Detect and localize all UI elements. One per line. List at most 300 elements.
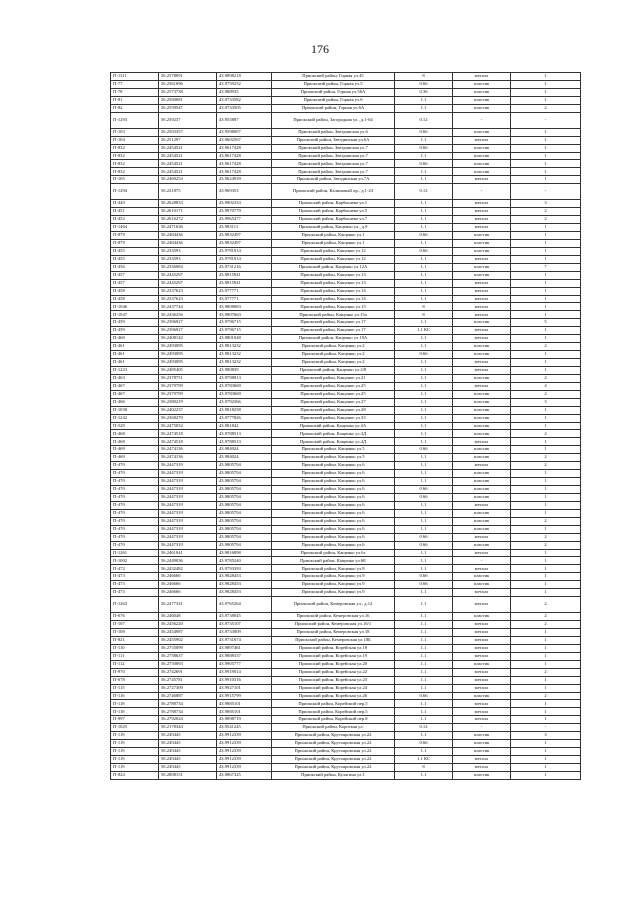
site-id-cell: П-461 <box>111 351 159 359</box>
address-cell: Приокский район, Звездинская ул.6А <box>272 136 395 144</box>
material-cell: металл <box>453 136 511 144</box>
volume-cell: 1.1 <box>395 208 453 216</box>
latitude-cell: 56.2503357 <box>159 128 217 136</box>
address-cell: Приокский район, Корейская ул.18 <box>272 644 395 652</box>
volume-cell: 1.1 <box>395 430 453 438</box>
address-cell: Приокский район, Кемеровская ул.16/1 <box>272 621 395 629</box>
latitude-cell: 56.2456220 <box>159 621 217 629</box>
site-id-cell: П-461 <box>111 359 159 367</box>
longitude-cell: 43.9798813 <box>217 374 272 382</box>
table-row <box>111 303 581 311</box>
longitude-cell: 43.9816898 <box>217 549 272 557</box>
address-cell: Приокский район, Кащенко ул.2 <box>272 343 395 351</box>
longitude-cell: 43.9910316 <box>217 676 272 684</box>
volume-cell: 1.1 <box>395 343 453 351</box>
address-cell: Приокский район, Кулагина ул.1 <box>272 771 395 779</box>
address-cell: Приокский район, Кащенко ул.12 <box>272 247 395 255</box>
table-row <box>111 104 581 112</box>
address-cell: Приокский район, Горная ул.5 <box>272 80 395 88</box>
volume-cell: 1.1 <box>395 708 453 716</box>
longitude-cell: 43.9805794 <box>217 486 272 494</box>
address-cell: Приокский район, Кащенко ул.4А <box>272 422 395 430</box>
site-id-cell: П-456 <box>111 263 159 271</box>
material-cell: металл <box>453 335 511 343</box>
volume-cell: 0.12 <box>395 184 453 200</box>
material-cell: металл <box>453 684 511 692</box>
count-cell: 1 <box>511 756 581 764</box>
latitude-cell: 56.2628833 <box>159 200 217 208</box>
count-cell: 1 <box>511 573 581 581</box>
address-cell: Приокский район, Карбышева ул.7 <box>272 216 395 224</box>
table-row <box>111 374 581 382</box>
longitude-cell: 43.983111 <box>217 224 272 232</box>
address-cell: Приокский район, Кащенко ул.6 <box>272 470 395 478</box>
volume-cell: 1.1 <box>395 295 453 303</box>
material-cell: металл <box>453 462 511 470</box>
material-cell: металл <box>453 629 511 637</box>
latitude-cell: 56.2437744 <box>159 303 217 311</box>
table-row <box>111 763 581 771</box>
count-cell: 1 <box>511 636 581 644</box>
site-id-cell: П-451 <box>111 208 159 216</box>
volume-cell: 1.1 <box>395 517 453 525</box>
longitude-cell: 43.9912339 <box>217 756 272 764</box>
latitude-cell: 56.2380219 <box>159 398 217 406</box>
address-cell: Приокский район, Кащенко ул.6 <box>272 478 395 486</box>
latitude-cell: 56.2471636 <box>159 224 217 232</box>
site-id-cell: П-116 <box>111 692 159 700</box>
site-id-cell: П-459 <box>111 319 159 327</box>
table-body <box>111 73 581 780</box>
longitude-cell: 43.9815941 <box>217 279 272 287</box>
address-cell: Приокский район, Кащенко ул.13 <box>272 271 395 279</box>
longitude-cell: 43.9828453 <box>217 589 272 597</box>
table-row <box>111 644 581 652</box>
table-row <box>111 652 581 660</box>
longitude-cell: 43.9617428 <box>217 160 272 168</box>
latitude-cell: 56.246666 <box>159 573 217 581</box>
longitude-cell: 43.969353 <box>217 184 272 200</box>
volume-cell: 1.1 <box>395 136 453 144</box>
table-row <box>111 208 581 216</box>
material-cell: пластик <box>453 470 511 478</box>
material-cell: металл <box>453 549 511 557</box>
longitude-cell: 43.9912339 <box>217 740 272 748</box>
longitude-cell: 43.955887 <box>217 112 272 128</box>
volume-cell: 1.1 <box>395 597 453 613</box>
address-cell: Приокский район, Звездинская ул.7 <box>272 152 395 160</box>
material-cell: - <box>453 557 511 565</box>
volume-cell: 0.66 <box>395 533 453 541</box>
material-cell: металл <box>453 73 511 81</box>
site-id-cell: П-473 <box>111 589 159 597</box>
table-row <box>111 668 581 676</box>
address-cell: Приокский район, Звездинская ул.7А <box>272 176 395 184</box>
volume-cell: 0.66 <box>395 486 453 494</box>
longitude-cell: 43.9912339 <box>217 732 272 740</box>
address-cell: Приокский район, Корейский пер.8 <box>272 716 395 724</box>
longitude-cell: 43.9885101 <box>217 700 272 708</box>
latitude-cell: 56.2474136 <box>159 446 217 454</box>
count-cell: - <box>511 724 581 732</box>
longitude-cell: 43.9815941 <box>217 271 272 279</box>
material-cell: пластик <box>453 748 511 756</box>
count-cell: 1 <box>511 271 581 279</box>
site-id-cell: П-463 <box>111 374 159 382</box>
longitude-cell: 43.9808083 <box>217 303 272 311</box>
longitude-cell: 43.9902333 <box>217 200 272 208</box>
longitude-cell: 43.9765264 <box>217 597 272 613</box>
site-id-cell: П-1223 <box>111 366 159 374</box>
latitude-cell: 56.2578091 <box>159 73 217 81</box>
latitude-cell: 56.2445297 <box>159 271 217 279</box>
material-cell: металл <box>453 597 511 613</box>
count-cell: 1 <box>511 406 581 414</box>
table-row <box>111 470 581 478</box>
material-cell: пластик <box>453 390 511 398</box>
table-row <box>111 501 581 509</box>
address-cell: Приокский район, Кащенко ул.9 <box>272 581 395 589</box>
address-cell: Приокский район, Горная ул.6 <box>272 96 395 104</box>
address-cell: Приокский район, Кащенко ул.6г <box>272 549 395 557</box>
address-cell: Приокский район, Корейская ул.19 <box>272 652 395 660</box>
count-cell: 2 <box>511 104 581 112</box>
site-id-cell: П-78 <box>111 88 159 96</box>
volume-cell: 1.1 <box>395 168 453 176</box>
volume-cell: 0.66 <box>395 541 453 549</box>
latitude-cell: 56.246666 <box>159 589 217 597</box>
table-row <box>111 327 581 335</box>
latitude-cell: 56.2178344 <box>159 724 217 732</box>
longitude-cell: 43.9738045 <box>217 613 272 621</box>
count-cell: 1 <box>511 176 581 184</box>
material-cell: металл <box>453 366 511 374</box>
address-cell: Приокский район, Корейская ул.20 <box>272 660 395 668</box>
address-cell: Приокский район, Кащенко ул.6 <box>272 509 395 517</box>
site-id-cell: П-461 <box>111 343 159 351</box>
count-cell: 1 <box>511 644 581 652</box>
address-cell: Приокский район, Карбышева ул.1 <box>272 200 395 208</box>
longitude-cell: 43.9801048 <box>217 335 272 343</box>
latitude-cell: 56.2447319 <box>159 470 217 478</box>
longitude-cell: 43.980839 <box>217 366 272 374</box>
count-cell: 5 <box>511 319 581 327</box>
address-cell: Приокский район, Кащенко ул.14 <box>272 287 395 295</box>
table-row <box>111 565 581 573</box>
address-cell: Приокский район, Кащенко ул.28 <box>272 406 395 414</box>
latitude-cell: 56.249445 <box>159 756 217 764</box>
longitude-cell: 43.9905777 <box>217 660 272 668</box>
count-cell: 1 <box>511 366 581 374</box>
table-row <box>111 756 581 764</box>
site-id-cell: П-119 <box>111 732 159 740</box>
count-cell: 2 <box>511 692 581 700</box>
latitude-cell: 56.249445 <box>159 732 217 740</box>
material-cell: пластик <box>453 517 511 525</box>
material-cell: металл <box>453 359 511 367</box>
site-id-cell: П-105 <box>111 176 159 184</box>
site-id-cell: П-104 <box>111 136 159 144</box>
material-cell: металл <box>453 644 511 652</box>
count-cell: 1 <box>511 708 581 716</box>
latitude-cell: 56.246048 <box>159 613 217 621</box>
table-row <box>111 247 581 255</box>
longitude-cell: 43.9807663 <box>217 311 272 319</box>
site-id-cell: П-119 <box>111 740 159 748</box>
address-cell: Приокский район, Кащенко ул.1 <box>272 239 395 247</box>
volume-cell: 1.1 <box>395 152 453 160</box>
volume-cell: 1.1 <box>395 398 453 406</box>
table-row <box>111 581 581 589</box>
material-cell: металл <box>453 208 511 216</box>
volume-cell: 1.1 <box>395 200 453 208</box>
count-cell: 2 <box>511 533 581 541</box>
table-row <box>111 128 581 136</box>
count-cell: 1 <box>511 96 581 104</box>
latitude-cell: 56.233593 <box>159 247 217 255</box>
address-cell: Приокский район, Звездинская ул.7 <box>272 144 395 152</box>
latitude-cell: 56.2484436 <box>159 232 217 240</box>
address-cell: Приокский район, Корейская ул.23 <box>272 676 395 684</box>
longitude-cell: 43.9731216 <box>217 263 272 271</box>
table-row <box>111 80 581 88</box>
count-cell: 1 <box>511 771 581 779</box>
table-row <box>111 636 581 644</box>
address-cell: Приокский район, Кащенко ул.9 <box>272 573 395 581</box>
longitude-cell: 43.9805794 <box>217 470 272 478</box>
volume-cell: 1.1 <box>395 271 453 279</box>
site-id-cell: П-457 <box>111 279 159 287</box>
latitude-cell: 56.2436256 <box>159 311 217 319</box>
table-row <box>111 224 581 232</box>
material-cell: пластик <box>453 232 511 240</box>
material-cell: пластик <box>453 509 511 517</box>
volume-cell: 0.66 <box>395 80 453 88</box>
material-cell: пластик <box>453 104 511 112</box>
site-id-cell: П-466 <box>111 398 159 406</box>
site-id-cell: П-470 <box>111 517 159 525</box>
count-cell: 4 <box>511 382 581 390</box>
site-id-cell: П-1002 <box>111 557 159 565</box>
site-id-cell: П-470 <box>111 509 159 517</box>
longitude-cell: 43.9912339 <box>217 748 272 756</box>
count-cell: 3 <box>511 398 581 406</box>
address-cell: Приокский район, Крутояровская ул.22 <box>272 763 395 771</box>
latitude-cell: 56.2402237 <box>159 406 217 414</box>
longitude-cell: 43.9796715 <box>217 319 272 327</box>
table-row <box>111 200 581 208</box>
site-id-cell: П-970 <box>111 668 159 676</box>
address-cell: Приокский район, Кащенко ул.6 <box>272 462 395 470</box>
latitude-cell: 56.249445 <box>159 763 217 771</box>
address-cell: Приокский район, Горная ул.6А <box>272 104 395 112</box>
count-cell: 1 <box>511 287 581 295</box>
site-id-cell: П-879 <box>111 239 159 247</box>
material-cell: пластик <box>453 446 511 454</box>
count-cell: 2 <box>511 454 581 462</box>
address-cell: Приокский район, Кащенко ул.21 <box>272 374 395 382</box>
longitude-cell: 43.9805794 <box>217 533 272 541</box>
count-cell: 2 <box>511 621 581 629</box>
count-cell: 1 <box>511 549 581 557</box>
volume-cell: 1.1 <box>395 621 453 629</box>
address-cell: Приокский район, Кащенко ул.9 <box>272 589 395 597</box>
table-row <box>111 629 581 637</box>
volume-cell: 1.1 <box>395 216 453 224</box>
longitude-cell: 43.9818258 <box>217 406 272 414</box>
latitude-cell: 56.233593 <box>159 255 217 263</box>
address-cell: Приокский район, Кащенко ул.12А <box>272 263 395 271</box>
site-id-cell: П-472 <box>111 565 159 573</box>
longitude-cell: 43.9792366 <box>217 398 272 406</box>
count-cell: 2 <box>511 430 581 438</box>
table-row <box>111 255 581 263</box>
count-cell: 1 <box>511 327 581 335</box>
latitude-cell: 56.2788734 <box>159 700 217 708</box>
count-cell: 3 <box>511 732 581 740</box>
material-cell: металл <box>453 756 511 764</box>
longitude-cell: 43.9813232 <box>217 359 272 367</box>
longitude-cell: 43.9912339 <box>217 763 272 771</box>
material-cell: металл <box>453 716 511 724</box>
volume-cell: 1.1 <box>395 644 453 652</box>
volume-cell: 1.1 <box>395 716 453 724</box>
volume-cell: 1.1 <box>395 414 453 422</box>
table-row <box>111 660 581 668</box>
material-cell: пластик <box>453 144 511 152</box>
table-row <box>111 335 581 343</box>
address-cell: Приокский район, Кащенко ул.6 <box>272 541 395 549</box>
volume-cell: 1.1 <box>395 565 453 573</box>
count-cell: 1 <box>511 295 581 303</box>
count-cell: 2 <box>511 462 581 470</box>
latitude-cell: 56.2474518 <box>159 430 217 438</box>
site-id-cell: П-470 <box>111 533 159 541</box>
longitude-cell: 43.9796715 <box>217 327 272 335</box>
latitude-cell: 56.2727309 <box>159 684 217 692</box>
material-cell: пластик <box>453 660 511 668</box>
address-cell: Приокский район, Кащенко ул.1 <box>272 232 395 240</box>
material-cell: металл <box>453 255 511 263</box>
volume-cell: 1.1 КС <box>395 756 453 764</box>
count-cell: 1 <box>511 716 581 724</box>
material-cell: пластик <box>453 152 511 160</box>
longitude-cell: 43.9828453 <box>217 573 272 581</box>
table-row <box>111 557 581 565</box>
material-cell: металл <box>453 216 511 224</box>
address-cell: Приокский район, Кащенко ул.19А <box>272 335 395 343</box>
material-cell: металл <box>453 668 511 676</box>
address-cell: Приокский район, Кащенко ул.4Д <box>272 430 395 438</box>
volume-cell: 1.1 <box>395 176 453 184</box>
site-id-cell: П-470 <box>111 541 159 549</box>
latitude-cell: 56.2475052 <box>159 422 217 430</box>
latitude-cell: 56.221875 <box>159 184 217 200</box>
table-row <box>111 232 581 240</box>
longitude-cell: 43.9617428 <box>217 152 272 160</box>
volume-cell: 0.12 <box>395 112 453 128</box>
material-cell: пластик <box>453 351 511 359</box>
count-cell: 1 <box>511 581 581 589</box>
count-cell: 1 <box>511 589 581 597</box>
material-cell: металл <box>453 295 511 303</box>
volume-cell: 1.1 <box>395 319 453 327</box>
latitude-cell: 56.2356084 <box>159 263 217 271</box>
latitude-cell: 56.2447319 <box>159 525 217 533</box>
address-cell: Приокский район, Крутояровская ул.22 <box>272 748 395 756</box>
material-cell: металл <box>453 636 511 644</box>
table-row <box>111 716 581 724</box>
site-id-cell: П-1025 <box>111 724 159 732</box>
longitude-cell: 43.9888337 <box>217 652 272 660</box>
count-cell: 2 <box>511 390 581 398</box>
volume-cell: 1.1 <box>395 390 453 398</box>
count-cell: - <box>511 112 581 128</box>
address-cell: Приокский район, Кемеровская ул.18 <box>272 629 395 637</box>
material-cell: пластик <box>453 454 511 462</box>
site-id-cell: П-821 <box>111 636 159 644</box>
address-cell: Приокский район, Кащенко ул.25 <box>272 382 395 390</box>
material-cell: пластик <box>453 541 511 549</box>
site-id-cell: П-81 <box>111 96 159 104</box>
material-cell: пластик <box>453 160 511 168</box>
count-cell: 1 <box>511 446 581 454</box>
count-cell: 1 <box>511 359 581 367</box>
count-cell: 1 <box>511 509 581 517</box>
count-cell: 1 <box>511 486 581 494</box>
count-cell: 1 <box>511 335 581 343</box>
latitude-cell: 56.2396927 <box>159 319 217 327</box>
material-cell: пластик <box>453 732 511 740</box>
address-cell: Приокский район, Кащенко ул.8 <box>272 565 395 573</box>
volume-cell: 1.1 <box>395 224 453 232</box>
count-cell: 1 <box>511 128 581 136</box>
table-row <box>111 287 581 295</box>
count-cell: - <box>511 184 581 200</box>
longitude-cell: 43.9970779 <box>217 208 272 216</box>
longitude-cell: 43.9759252 <box>217 80 272 88</box>
volume-cell: 1.1 <box>395 366 453 374</box>
volume-cell: 8 <box>395 73 453 81</box>
longitude-cell: 43.9598007 <box>217 128 272 136</box>
longitude-cell: 43.9624939 <box>217 176 272 184</box>
latitude-cell: 56.2432482 <box>159 565 217 573</box>
table-row <box>111 366 581 374</box>
count-cell: 1 <box>511 557 581 565</box>
count-cell: 1 <box>511 224 581 232</box>
table-row <box>111 462 581 470</box>
count-cell: 2 <box>511 541 581 549</box>
count-cell: 1 <box>511 255 581 263</box>
material-cell: металл <box>453 589 511 597</box>
volume-cell: 1.1 <box>395 374 453 382</box>
table-row <box>111 271 581 279</box>
address-cell: Приокский район, Корейская ул.24 <box>272 684 395 692</box>
longitude-cell: 43.9781914 <box>217 247 272 255</box>
longitude-cell: 43.9617428 <box>217 168 272 176</box>
table-row <box>111 549 581 557</box>
longitude-cell: 43.984024 <box>217 454 272 462</box>
site-id-cell: П-473 <box>111 573 159 581</box>
count-cell: 1 <box>511 684 581 692</box>
volume-cell: 0.66 <box>395 247 453 255</box>
site-id-cell: П-468 <box>111 438 159 446</box>
count-cell: 1 <box>511 152 581 160</box>
material-cell: пластик <box>453 771 511 779</box>
address-cell: Приокский район, Кащенко ул.17 <box>272 327 395 335</box>
material-cell: металл <box>453 287 511 295</box>
count-cell: 1 <box>511 763 581 771</box>
